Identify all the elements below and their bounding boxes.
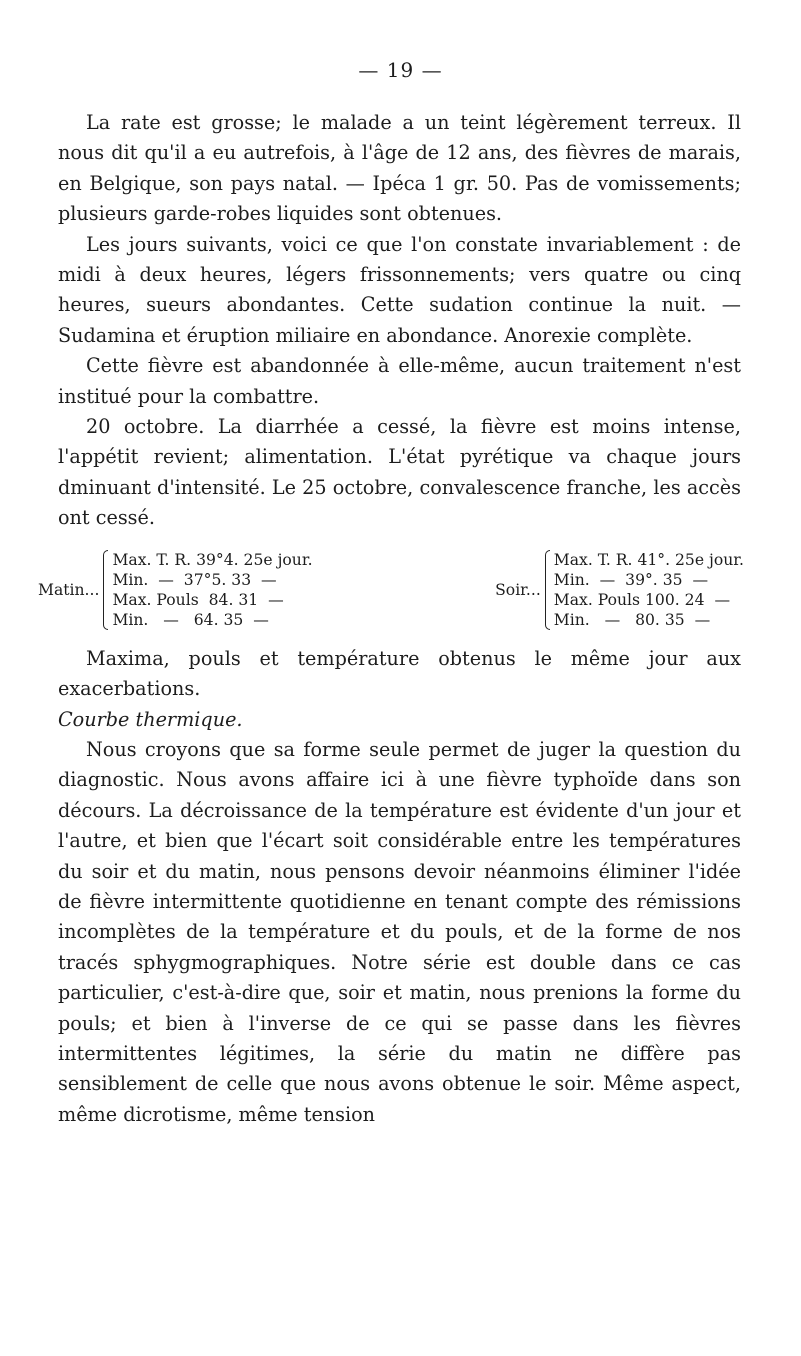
soir-group [495,550,744,630]
brace-icon [545,550,550,630]
brace-icon [103,550,108,630]
paragraph-maxima: Maxima, pouls et température obtenus le même jour aux exacerbations. [58,646,741,701]
page-number: — 19 — [358,58,443,82]
paragraph-following-days: Les jours suivants, voici ce que l'on constate invariablement : de midi à deux heures, légers frissonnements; vers quatre ou cinq heures, sueurs abondantes. Cette sudation continue la nuit. — Sudamina et éruption miliaire en abondance. Anorexie complète. [58,232,741,347]
figure-caption: Courbe thermique. [58,707,243,731]
matin-line: Max. Pouls 84. 31 — [112,590,284,609]
matin-lines [112,550,312,630]
matin-group [38,550,313,630]
body-text [38,108,744,1130]
matin-line: Max. T. R. 39°4. 25e jour. [112,550,313,569]
matin-label: Matin... [38,580,100,599]
soir-lines [554,550,744,630]
paragraph-diagnosis: Nous croyons que sa forme seule permet de juger la question du diagnostic. Nous avons affaire ici à une fièvre typhoïde dans son décours. La décroissance de la température est évidente d'un jour et l'autre, et bien que l'écart soit considérable entre les températures du soir et du matin, nous pensons devoir néanmoins éliminer l'idée de fièvre intermittente quotidienne en tenant compte des rémissions incomplètes de la température et du pouls, et de la forme de nos tracés sphygmographiques. Notre série est double dans ce cas particulier, c'est-à-dire que, soir et matin, nous prenions la forme du pouls; et bien à l'inverse de ce qui se passe dans les fièvres intermittentes légitimes, la série du matin ne diffère pas sensiblement de celle que nous avons obtenue le soir. Même aspect, même dicrotisme, même tension [58,737,741,1126]
matin-line: Min. — 37°5. 33 — [112,570,277,589]
soir-line: Min. — 39°. 35 — [553,570,709,589]
soir-label: Soir... [495,580,541,599]
soir-line: Max. T. R. 41°. 25e jour. [553,550,744,569]
paragraph-spleen: La rate est grosse; le malade a un teint légèrement terreux. Il nous dit qu'il a eu autrefois, à l'âge de 12 ans, des fièvres de marais, en Belgique, son pays natal. — Ipéca 1 gr. 50. Pas de vomissements; plusieurs garde-robes liquides sont obtenues. [58,111,741,226]
observation-table [38,550,744,630]
soir-line: Max. Pouls 100. 24 — [553,590,731,609]
paragraph-no-treatment: Cette fièvre est abandonnée à elle-même, aucun traitement n'est institué pour la combattre. [58,354,741,408]
matin-line: Min. — 64. 35 — [112,610,269,629]
soir-line: Min. — 80. 35 — [553,610,711,629]
paragraph-october: 20 octobre. La diarrhée a cessé, la fièvre est moins intense, l'appétit revient; alimentation. L'état pyrétique va chaque jours dminuant d'intensité. Le 25 octobre, convalescence franche, les accès ont cessé. [58,415,741,530]
